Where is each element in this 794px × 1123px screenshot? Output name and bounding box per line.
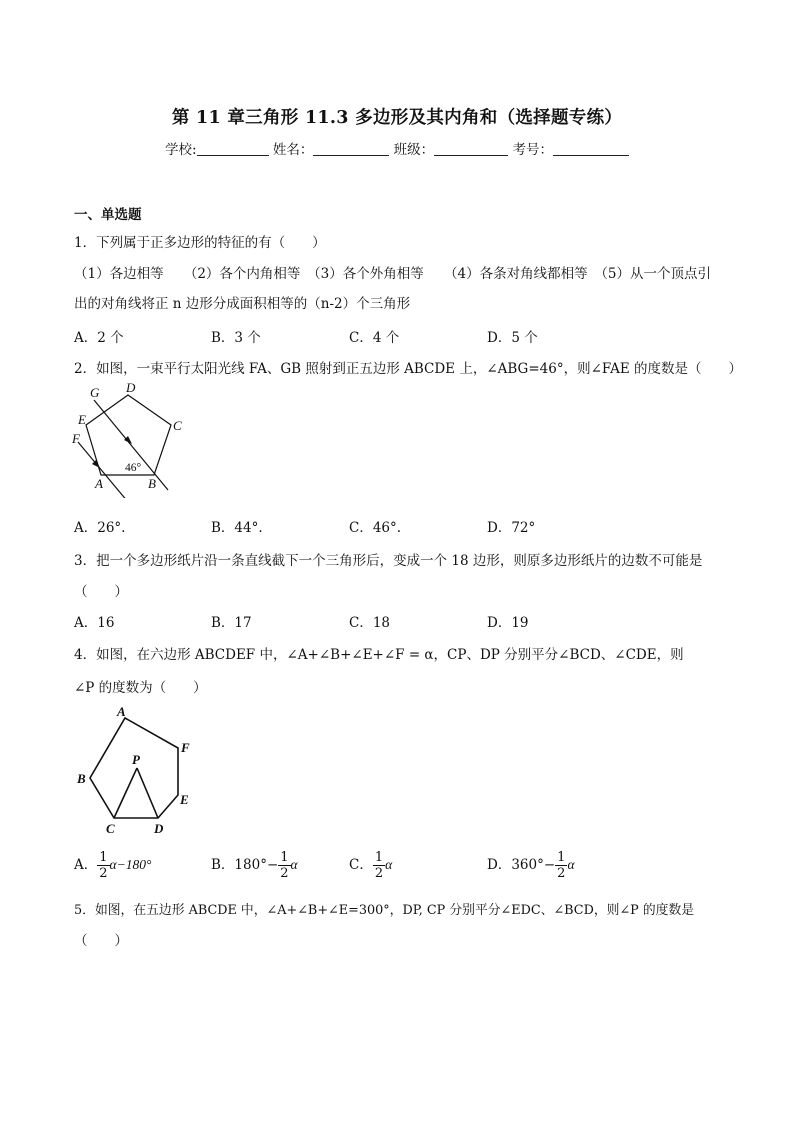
segment-dp	[137, 768, 158, 818]
q3-option-c[interactable]: C．18	[349, 615, 391, 631]
ray-fa	[78, 442, 128, 498]
fraction	[97, 850, 109, 881]
q1-line2: （1）各边相等 （2）各个内角相等 （3）各个外角相等 （4）各条对角线都相等 （5）从一个顶点引	[74, 266, 711, 282]
label-f: F	[181, 740, 190, 755]
q4-option-a[interactable]	[74, 850, 151, 881]
option-c-tail: α	[385, 857, 393, 872]
label-b: B	[77, 771, 86, 786]
q2-stem: 2．如图，一束平行太阳光线 FA、GB 照射到正五边形 ABCDE 上，∠ABG=46°，则∠FAE 的度数是（ ）	[74, 361, 742, 377]
q2-option-c[interactable]: C．46°.	[349, 520, 402, 536]
fraction-num: 1	[374, 850, 384, 865]
label-p: P	[132, 752, 140, 767]
label-c: C	[106, 821, 115, 836]
label-b: B	[148, 476, 156, 491]
fraction-num: 1	[99, 850, 108, 865]
fraction-num: 1	[280, 850, 289, 865]
fraction-den: 2	[280, 866, 289, 881]
fraction-num: 1	[557, 850, 566, 865]
fraction-den: 2	[557, 866, 566, 881]
name-blank[interactable]	[313, 141, 389, 156]
page-title: 第 11 章三角形 11.3 多边形及其内角和（选择题专练）	[171, 108, 623, 128]
q1-option-d[interactable]: D．5 个	[487, 330, 538, 346]
segment-cp	[114, 768, 137, 818]
arrow-fa-icon	[92, 460, 100, 468]
q3-option-d[interactable]: D．19	[487, 615, 529, 631]
label-g: G	[90, 385, 100, 400]
label-a: A	[95, 476, 103, 491]
q4-stem: 4．如图，在六边形 ABCDEF 中，∠A+∠B+∠E+∠F = α，CP、DP 分别平分∠BCD、∠CDE，则	[74, 647, 684, 663]
label-d: D	[154, 821, 164, 836]
q1-option-c[interactable]: C．4 个	[349, 330, 400, 346]
fraction-den: 2	[99, 866, 108, 881]
q1-option-a[interactable]: A．2 个	[74, 330, 124, 346]
label-a: A	[117, 704, 126, 719]
option-b-tail: α	[290, 857, 298, 872]
name-label: 姓名：	[272, 142, 314, 158]
angle-label: 46°	[125, 462, 142, 474]
option-c-label: C．	[349, 857, 373, 873]
label-d: D	[126, 380, 136, 395]
q5-paren: （ ）	[74, 933, 128, 949]
q4-line2: ∠P 的度数为（ ）	[74, 680, 207, 696]
option-a-label: A．	[74, 857, 98, 873]
hexagon-abcdef	[90, 718, 178, 818]
ray-gb	[94, 400, 168, 490]
option-d-tail: α	[567, 857, 575, 872]
q3-stem: 3．把一个多边形纸片沿一条直线截下一个三角形后，变成一个 18 边形，则原多边形纸片的边数不可能是	[74, 553, 703, 569]
label-e: E	[78, 412, 86, 427]
q3-paren: （ ）	[74, 584, 128, 600]
q4-figure	[70, 700, 210, 840]
fraction	[373, 850, 385, 881]
fraction	[555, 850, 567, 881]
q2-figure	[66, 380, 186, 498]
q3-option-b[interactable]: B．17	[211, 615, 252, 631]
option-b-head: 180°−	[234, 857, 279, 873]
q4-option-b[interactable]	[211, 850, 298, 881]
section-heading: 一、单选题	[74, 207, 142, 223]
q4-option-c[interactable]	[349, 850, 392, 881]
option-d-head: 360°−	[511, 857, 556, 873]
class-label: 班级：	[393, 142, 435, 158]
q4-option-d[interactable]	[487, 850, 575, 881]
q2-option-b[interactable]: B．44°.	[211, 520, 263, 536]
q2-option-a[interactable]: A．26°.	[74, 520, 126, 536]
school-blank[interactable]	[197, 141, 269, 156]
fraction-den: 2	[374, 866, 384, 881]
fraction	[278, 850, 290, 881]
q5-stem: 5．如图，在五边形 ABCDE 中，∠A+∠B+∠E=300°，DP, CP 分别平分∠EDC、∠BCD，则∠P 的度数是	[74, 903, 695, 918]
school-label: 学校:	[165, 142, 197, 158]
student-info-line	[0, 138, 794, 158]
label-e: E	[180, 792, 189, 807]
class-blank[interactable]	[434, 141, 508, 156]
option-a-tail: α−180°	[109, 857, 152, 872]
option-b-label: B．	[211, 857, 235, 873]
q1-stem: 1．下列属于正多边形的特征的有（ ）	[74, 235, 326, 251]
exam-label: 考号：	[512, 142, 553, 158]
option-d-label: D．	[487, 857, 512, 873]
label-c: C	[173, 418, 182, 433]
q3-option-a[interactable]: A．16	[74, 615, 115, 631]
q1-line3: 出的对角线将正 n 边形分成面积相等的（n-2）个三角形	[74, 296, 411, 312]
q1-option-b[interactable]: B．3 个	[211, 330, 261, 346]
exam-blank[interactable]	[553, 141, 629, 156]
label-f: F	[72, 431, 80, 446]
q2-option-d[interactable]: D．72°	[487, 520, 536, 536]
